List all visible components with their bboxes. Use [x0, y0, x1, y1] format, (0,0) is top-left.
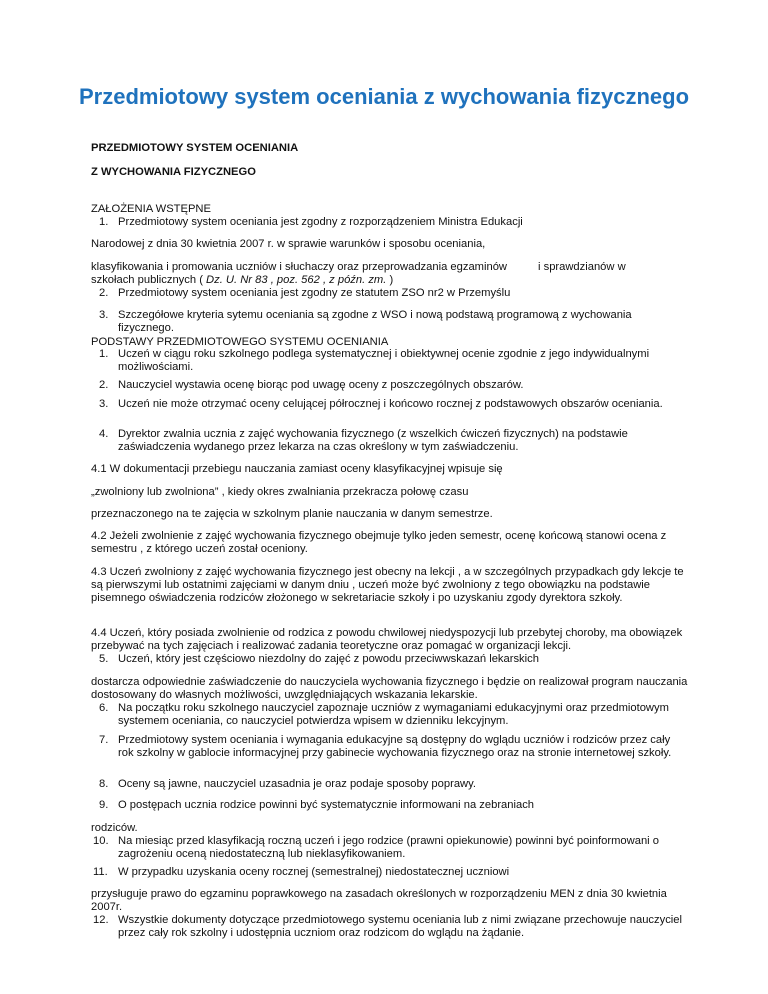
- list-item: Oceny są jawne, nauczyciel uzasadnia je oraz podaje sposoby poprawy.: [118, 778, 476, 790]
- list-number: 10.: [93, 835, 109, 847]
- list-number: 8.: [99, 778, 109, 790]
- paragraph: 4.4 Uczeń, który posiada zwolnienie od rodzica z powodu chwilowej niedyspozycji lub przebytej choroby, ma obowiązek przebywać na tych zajęciach i realizować zadania teoretyczne oraz pomagać w organizacji lekcji.: [91, 627, 683, 652]
- list-number: 6.: [99, 702, 109, 714]
- paragraph: 4.1 W dokumentacji przebiegu nauczania zamiast oceny klasyfikacyjnej wpisuje się: [91, 463, 503, 475]
- list-item: Przedmiotowy system oceniania jest zgodny ze statutem ZSO nr2 w Przemyślu: [118, 287, 511, 299]
- section-title-podstawy: PODSTAWY PRZEDMIOTOWEGO SYSTEMU OCENIANIA: [91, 336, 389, 348]
- list-number: 11.: [93, 866, 108, 878]
- list-item: Wszystkie dokumenty dotyczące przedmiotowego systemu oceniania lub z nimi związane przechowuje nauczyciel przez cały rok szkolny i udostępnia uczniom oraz rodzicom do wglądu na żądanie.: [118, 914, 682, 939]
- list-item: Uczeń w ciągu roku szkolnego podlega systematycznej i obiektywnej ocenie zgodnie z jego indywidualnymi możliwościami.: [118, 348, 650, 373]
- list-number: 7.: [99, 734, 109, 746]
- list-number: 5.: [99, 653, 109, 665]
- paragraph: 4.2 Jeżeli zwolnienie z zajęć wychowania fizycznego obejmuje tylko jeden semestr, ocenę końcową stanowi ocena z semestru , z którego uczeń został oceniony.: [91, 530, 667, 555]
- paragraph: przysługuje prawo do egzaminu poprawkowego na zasadach określonych w rozporządzeniu MEN z dnia 30 kwietnia 2007r.: [91, 888, 667, 913]
- heading-wf: Z WYCHOWANIA FIZYCZNEGO: [91, 166, 256, 178]
- paragraph: szkołach publicznych ( Dz. U. Nr 83 , poz. 562 , z późn. zm. ): [91, 274, 394, 286]
- list-number: 2.: [99, 287, 109, 299]
- paragraph-fragment: i sprawdzianów w: [538, 261, 626, 273]
- list-number: 9.: [99, 799, 109, 811]
- paragraph: „zwolniony lub zwolniona” , kiedy okres zwalniania przekracza połowę czasu: [91, 486, 469, 498]
- list-item: Przedmiotowy system oceniania jest zgodny z rozporządzeniem Ministra Edukacji: [118, 216, 523, 228]
- document-title: Przedmiotowy system oceniania z wychowania fizycznego: [78, 84, 690, 109]
- paragraph: przeznaczonego na te zajęcia w szkolnym planie nauczania w danym semestrze.: [91, 508, 493, 520]
- paragraph: Narodowej z dnia 30 kwietnia 2007 r. w sprawie warunków i sposobu oceniania,: [91, 238, 486, 250]
- list-item: W przypadku uzyskania oceny rocznej (semestralnej) niedostatecznej uczniowi: [118, 866, 510, 878]
- citation: Dz. U. Nr 83 , poz. 562 , z późn. zm.: [206, 274, 387, 286]
- list-number: 1.: [99, 216, 109, 228]
- list-item: Nauczyciel wystawia ocenę biorąc pod uwagę oceny z poszczególnych obszarów.: [118, 379, 524, 391]
- list-item: Szczegółowe kryteria sytemu oceniania są zgodne z WSO i nową podstawą programową z wychowania fizycznego.: [118, 309, 632, 334]
- paragraph: klasyfikowania i promowania uczniów i słuchaczy oraz przeprowadzania egzaminów: [91, 261, 507, 273]
- section-title-zalozenia: ZAŁOŻENIA WSTĘPNE: [91, 203, 211, 215]
- heading-pso: PRZEDMIOTOWY SYSTEM OCENIANIA: [91, 142, 299, 154]
- list-item: Dyrektor zwalnia ucznia z zajęć wychowania fizycznego (z wszelkich ćwiczeń fizycznych) na podstawie zaświadczenia wydanego przez lekarza na czas określony w tym zaświadczeniu.: [118, 428, 628, 453]
- paragraph: rodziców.: [91, 822, 138, 834]
- list-item: Na początku roku szkolnego nauczyciel zapoznaje uczniów z wymaganiami edukacyjnymi oraz przedmiotowym systemem oceniania, co nauczyciel potwierdza wpisem w dzienniku lekcyjnym.: [118, 702, 669, 727]
- paragraph: 4.3 Uczeń zwolniony z zajęć wychowania fizycznego jest obecny na lekcji , a w szczególnych przypadkach gdy lekcje te są pierwszymi lub ostatnimi zajęciami w danym dniu , uczeń może być zwolniony z tego obowiązku na podstawie pisemnego oświadczenia rodziców złożonego w sekretariacie szkoły i po uzyskaniu zgody dyrektora szkoły.: [91, 566, 684, 604]
- list-number: 4.: [99, 428, 109, 440]
- list-number: 1.: [99, 348, 109, 360]
- list-number: 3.: [99, 309, 109, 321]
- list-number: 2.: [99, 379, 109, 391]
- list-number: 3.: [99, 398, 109, 410]
- list-item: Uczeń, który jest częściowo niezdolny do zajęć z powodu przeciwwskazań lekarskich: [118, 653, 539, 665]
- list-item: Na miesiąc przed klasyfikacją roczną uczeń i jego rodzice (prawni opiekunowie) powinni być poinformowani o zagrożeniu oceną niedostateczną lub nieklasyfikowaniem.: [118, 835, 659, 860]
- list-number: 12.: [93, 914, 109, 926]
- list-item: O postępach ucznia rodzice powinni być systematycznie informowani na zebraniach: [118, 799, 535, 811]
- list-item: Uczeń nie może otrzymać oceny celującej półrocznej i końcowo rocznej z podstawowych obszarów oceniania.: [118, 398, 663, 410]
- list-item: Przedmiotowy system oceniania i wymagania edukacyjne są dostępny do wglądu uczniów i rodziców przez cały rok szkolny w gablocie informacyjnej przy gabinecie wychowania fizycznego oraz na stronie internetowej szkoły.: [118, 734, 672, 759]
- paragraph: dostarcza odpowiednie zaświadczenie do nauczyciela wychowania fizycznego i będzie on realizował program nauczania dostosowany do własnych możliwości, uwzględniających wskazania lekarskie.: [91, 676, 688, 701]
